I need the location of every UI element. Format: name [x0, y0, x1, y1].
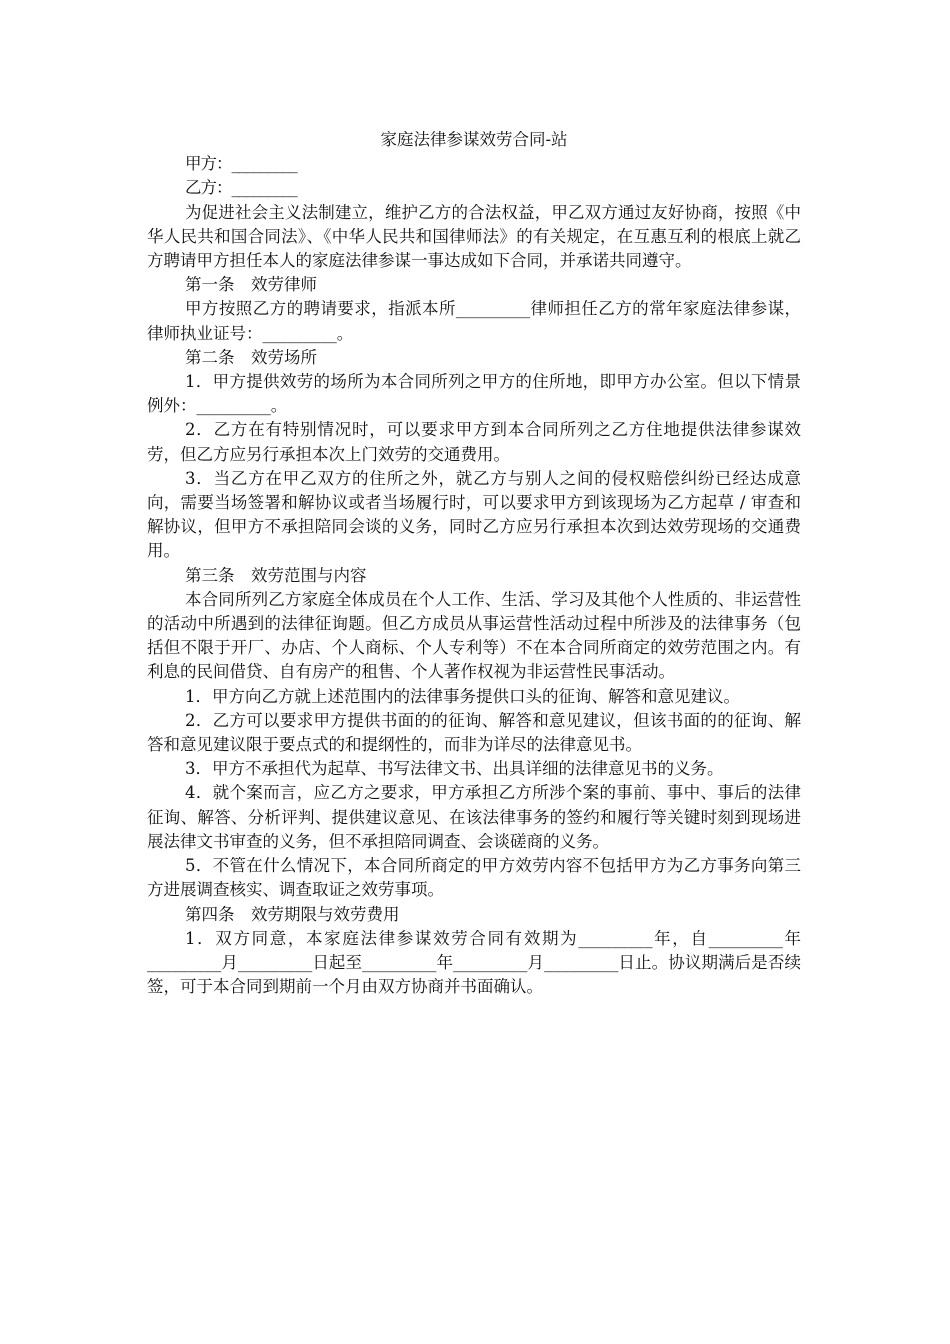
article-2-item: 1．甲方提供效劳的场所为本合同所列之甲方的住所地，即甲方办公室。但以下情景例外：_________。	[147, 372, 801, 416]
article-3-item: 5．不管在什么情况下，本合同所商定的甲方效劳内容不包括甲方为乙方事务向第三方进展调查核实、调查取证之效劳事项。	[147, 856, 801, 900]
document-title: 家庭法律参谋效劳合同-站	[380, 130, 568, 149]
party-b-line: 乙方：_________	[185, 178, 297, 198]
intro-paragraph: 为促进社会主义法制建立，维护乙方的合法权益，甲乙双方通过友好协商，按照《中华人民共和国合同法》、《中华人民共和国律师法》的有关规定，在互惠互利的根底上就乙方聘请甲方担任本人的家庭法律参谋一事达成如下合同，并承诺共同遵守。	[147, 202, 801, 271]
article-1-heading: 第一条 效劳律师	[185, 275, 317, 295]
article-3-heading: 第三条 效劳范围与内容	[185, 565, 367, 585]
article-4-heading: 第四条 效劳期限与效劳费用	[185, 904, 400, 924]
article-3-item: 1．甲方向乙方就上述范围内的法律事务提供口头的征询、解答和意见建议。	[185, 686, 740, 706]
article-3-item: 3．甲方不承担代为起草、书写法律文书、出具详细的法律意见书的义务。	[185, 759, 724, 779]
party-a-line: 甲方：_________	[185, 154, 297, 174]
document-page	[147, 128, 801, 999]
article-2-heading: 第二条 效劳场所	[185, 347, 317, 367]
article-3-item: 4．就个案而言，应乙方之要求，甲方承担乙方所涉个案的事前、事中、事后的法律征询、解答、分析评判、提供建议意见、在该法律事务的签约和履行等关键时刻到现场进展法律文书审查的义务，但不承担陪同调查、会谈磋商的义务。	[147, 783, 801, 851]
article-2-item: 2．乙方在有特别情况时，可以要求甲方到本合同所列之乙方住地提供法律参谋效劳，但乙方应另行承担本次上门效劳的交通费用。	[147, 420, 801, 464]
article-2-item: 3．当乙方在甲乙双方的住所之外，就乙方与别人之间的侵权赔偿纠纷已经达成意向，需要当场签署和解协议或者当场履行时，可以要求甲方到该现场为乙方起草 / 审查和解协议，但甲方不承担陪同会谈的义务，同时乙方应另行承担本次到达效劳现场的交通费用。	[147, 468, 801, 561]
article-3-item: 2．乙方可以要求甲方提供书面的的征询、解答和意见建议，但该书面的的征询、解答和意见建议限于要点式的和提纲性的，而非为详尽的法律意见书。	[147, 710, 801, 755]
article-1-text: 甲方按照乙方的聘请要求，指派本所_________律师担任乙方的常年家庭法律参谋，律师执业证号：_________。	[147, 299, 801, 343]
article-4-item: 1．双方同意，本家庭法律参谋效劳合同有效期为_________年，自_________年_________月_________日起至_________年_________月_________日止。协议期满后是否续签，可于本合同到期前一个月由双方协商并书面确认。	[147, 928, 801, 997]
article-3-text: 本合同所列乙方家庭全体成员在个人工作、生活、学习及其他个人性质的、非运营性的活动中所遇到的法律征询题。但乙方成员从事运营性活动过程中所涉及的法律事务（包括但不限于开厂、办店、个人商标、个人专利等）不在本合同所商定的效劳范围之内。有利息的民间借贷、自有房产的租售、个人著作权视为非运营性民事活动。	[147, 589, 801, 682]
